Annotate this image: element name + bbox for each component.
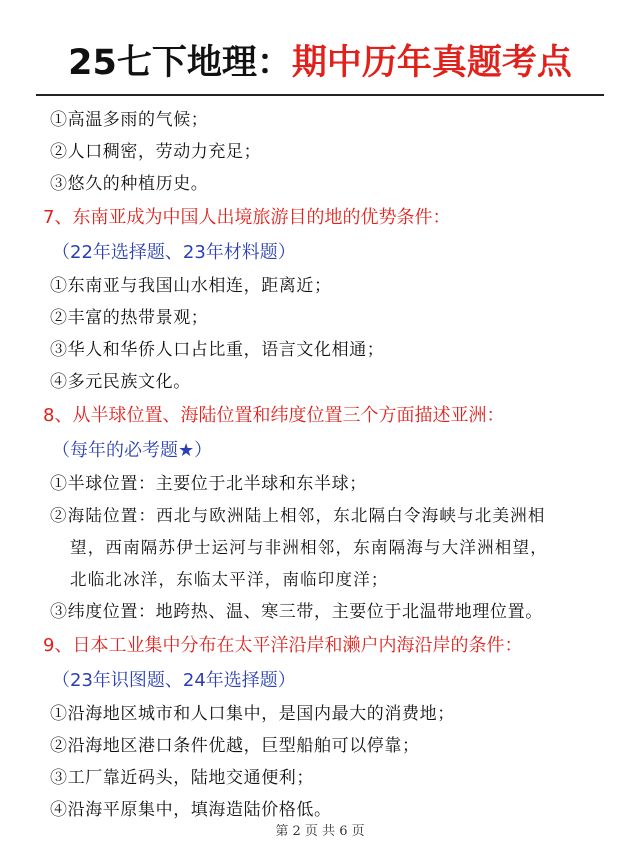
document-body — [0, 104, 640, 826]
list-item: ③工厂靠近码头，陆地交通便利； — [50, 768, 314, 788]
page-title-highlight: 期中历年真题考点 — [291, 43, 572, 83]
list-item: ②沿海地区港口条件优越，巨型船舶可以停靠； — [50, 736, 420, 756]
list-item: ①高温多雨的气候； — [50, 110, 209, 130]
list-item: ③纬度位置：地跨热、温、寒三带，主要位于北温带地理位置。 — [50, 602, 543, 622]
list-item: ③悠久的种植历史。 — [50, 174, 209, 194]
list-item: ②丰富的热带景观； — [50, 308, 209, 328]
section-source: （每年的必考题★） — [52, 440, 213, 461]
page-number: 第 2 页 共 6 页 — [275, 824, 365, 839]
section-heading: 9、日本工业集中分布在太平洋沿岸和濑户内海沿岸的条件： — [43, 635, 523, 656]
list-item: ③华人和华侨人口占比重，语言文化相通； — [50, 340, 385, 360]
section-heading: 8、从半球位置、海陆位置和纬度位置三个方面描述亚洲： — [43, 405, 505, 426]
page-title-prefix: 25七下地理： — [68, 43, 292, 83]
page-title — [0, 38, 640, 88]
title-divider — [36, 94, 604, 96]
list-item: ①东南亚与我国山水相连，距离近； — [50, 276, 332, 296]
list-item: ④多元民族文化。 — [50, 372, 191, 392]
list-item: ①沿海地区城市和人口集中，是国内最大的消费地； — [50, 704, 455, 724]
list-item: ②人口稠密，劳动力充足； — [50, 142, 262, 162]
list-item-continuation: 北临北冰洋，东临太平洋，南临印度洋； — [70, 570, 389, 589]
list-item: ①半球位置：主要位于北半球和东半球； — [50, 474, 367, 494]
list-item-continuation: 望，西南隔苏伊士运河与非洲相邻，东南隔海与大洋洲相望， — [70, 538, 548, 557]
section-source: （23年识图题、24年选择题） — [52, 670, 296, 691]
list-item: ④沿海平原集中，填海造陆价格低。 — [50, 800, 332, 820]
section-source: （22年选择题、23年材料题） — [52, 242, 296, 263]
list-item: ②海陆位置：西北与欧洲陆上相邻，东北隔白令海峡与北美洲相 — [50, 506, 546, 525]
section-heading: 7、东南亚成为中国人出境旅游目的地的优势条件： — [43, 207, 451, 228]
